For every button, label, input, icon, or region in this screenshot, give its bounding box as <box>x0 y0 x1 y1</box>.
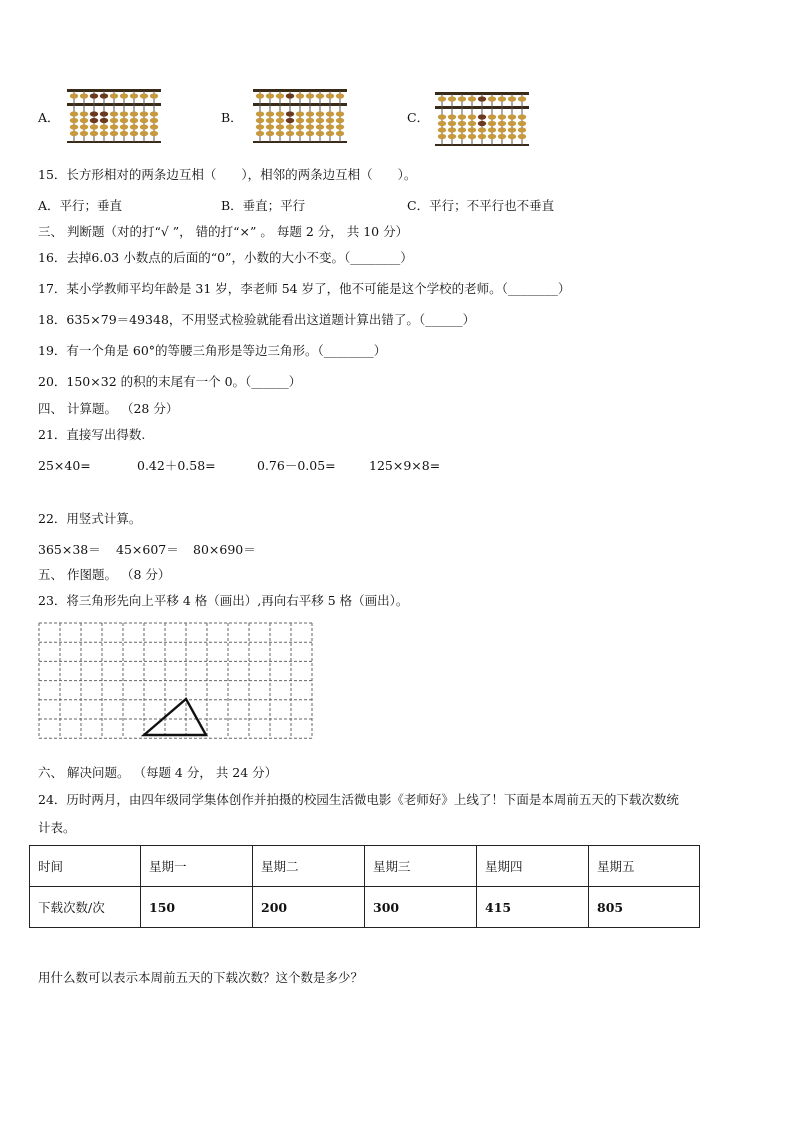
grid-lines <box>39 623 312 738</box>
q17-text: 17．某小学教师平均年龄是 31 岁，李老师 54 岁了，他不可能是这个学校的老师。（________） <box>38 281 571 296</box>
q15-option-c: C．平行；不平行也不垂直 <box>407 198 555 213</box>
q23-text: 23．将三角形先向上平移 4 格（画出）,再向右平移 5 格（画出）。 <box>38 593 409 608</box>
q24-text-line1: 24．历时两月，由四年级同学集体创作并拍摄的校园生活微电影《老师好》上线了！下面是本周前五天的下载次数统 <box>38 792 679 807</box>
table-header-cell: 星期三 <box>365 846 477 887</box>
table-row <box>30 887 700 928</box>
table-header-cell: 星期二 <box>253 846 365 887</box>
section6-title: 六、 解决问题。 （每题 4 分， 共 24 分） <box>38 765 278 780</box>
download-table <box>29 845 700 928</box>
table-cell: 下载次数/次 <box>30 887 141 928</box>
q24-question: 用什么数可以表示本周前五天的下载次数？这个数是多少？ <box>38 970 364 985</box>
abacus-c-image <box>434 90 530 148</box>
q15-text: 15．长方形相对的两条边互相（ ），相邻的两条边互相（ ）。 <box>38 167 417 182</box>
q15-option-a: A．平行；垂直 <box>38 198 123 213</box>
q22-item: 365×38＝ <box>38 542 101 557</box>
option-b-label: B． <box>221 110 243 125</box>
table-header-cell: 星期四 <box>477 846 589 887</box>
q21-item: 0.42＋0.58= <box>137 458 216 473</box>
q22-title: 22．用竖式计算。 <box>38 511 142 526</box>
q21-item: 125×9×8= <box>369 458 441 473</box>
table-cell: 300 <box>365 887 477 928</box>
q19-text: 19．有一个角是 60°的等腰三角形是等边三角形。（________） <box>38 343 387 358</box>
table-row <box>30 846 700 887</box>
table-cell: 805 <box>589 887 700 928</box>
abacus-b-image <box>252 87 348 145</box>
table-header-cell: 星期一 <box>141 846 253 887</box>
option-a-label: A． <box>38 110 60 125</box>
q22-item: 45×607＝ <box>116 542 179 557</box>
section4-title: 四、 计算题。 （28 分） <box>38 401 179 416</box>
table-header-cell: 时间 <box>30 846 141 887</box>
option-c-label: C． <box>407 110 430 125</box>
q21-item: 25×40= <box>38 458 91 473</box>
translation-grid <box>38 622 314 759</box>
section3-title: 三、 判断题（对的打“√ ”， 错的打“×” 。 每题 2 分， 共 10 分） <box>38 224 409 239</box>
q18-text: 18．635×79＝49348，不用竖式检验就能看出这道题计算出错了。（______） <box>38 312 476 327</box>
table-header-cell: 星期五 <box>589 846 700 887</box>
q20-text: 20．150×32 的积的末尾有一个 0。（______） <box>38 374 302 389</box>
q24-text-line2: 计表。 <box>38 820 76 835</box>
section5-title: 五、 作图题。 （8 分） <box>38 567 171 582</box>
q21-item: 0.76－0.05= <box>257 458 336 473</box>
table-cell: 415 <box>477 887 589 928</box>
q16-text: 16．去掉6.03 小数点的后面的“0”，小数的大小不变。（________） <box>38 250 413 265</box>
abacus-a-image <box>66 87 162 145</box>
q21-title: 21．直接写出得数. <box>38 427 146 442</box>
table-cell: 150 <box>141 887 253 928</box>
q15-option-b: B．垂直；平行 <box>221 198 306 213</box>
q22-item: 80×690＝ <box>193 542 256 557</box>
triangle-shape <box>144 699 206 735</box>
table-cell: 200 <box>253 887 365 928</box>
